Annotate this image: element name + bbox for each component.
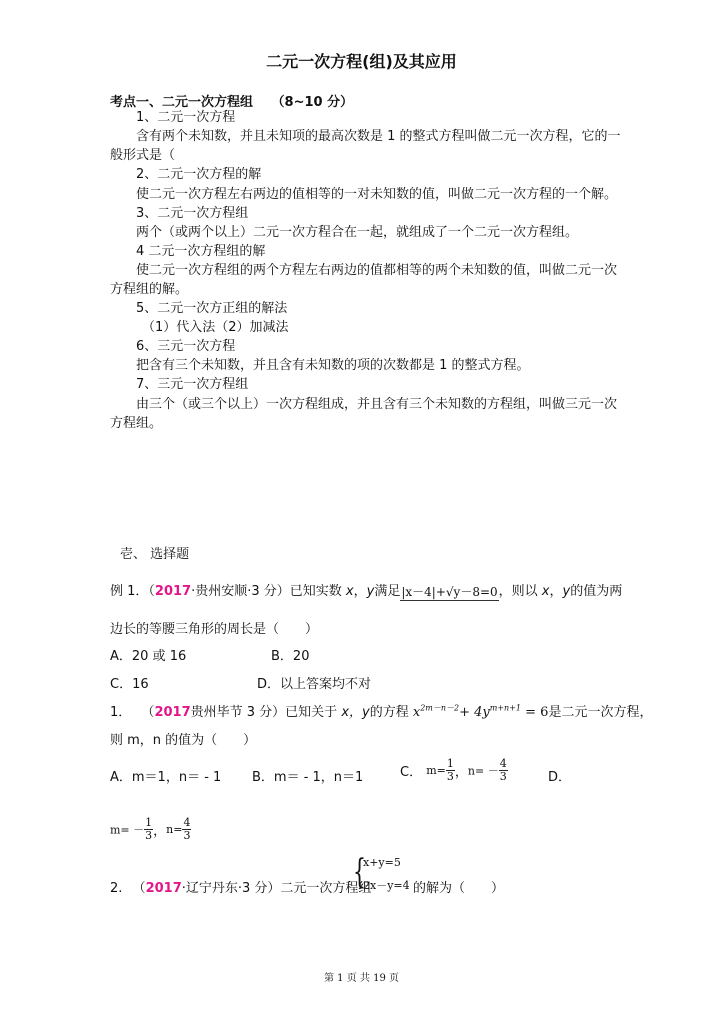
section1-heading-text: 考点一、二元一次方程组	[110, 95, 254, 110]
q1-option-c-m-num: 1	[446, 757, 454, 770]
q1-option-d-m-num: 1	[145, 816, 153, 829]
section2-heading: 壱、 选择题	[120, 547, 190, 562]
example1-comma: ，	[353, 584, 367, 599]
q2-number: 2.	[110, 881, 123, 896]
example1-source: ·贵州安顺·3 分）已知实数	[191, 584, 342, 599]
s1-line-1: 1、二元一次方程	[136, 110, 236, 125]
q1-year: 2017	[154, 705, 191, 720]
q1-option-b: B．m＝ - 1，n＝1	[252, 770, 364, 785]
q1-option-c	[400, 758, 508, 783]
q1-formula-exp1: 2m－n－2	[420, 703, 460, 713]
s1-line-17: 方程组。	[110, 416, 163, 431]
example1-suffix-pre: ，则以	[498, 584, 538, 599]
q1-option-c-m: m=	[426, 764, 446, 777]
s1-line-13: 6、三元一次方程	[136, 339, 236, 354]
q1-option-c-label: C．	[400, 765, 423, 780]
q2-source: ·辽宁丹东·3 分）二元一次方程组	[181, 881, 372, 896]
q1-formula	[413, 705, 549, 720]
q1-option-a: A．m＝1，n＝ - 1	[110, 770, 222, 785]
q1-option-c-n-frac	[499, 758, 508, 783]
example1-var-y-2: y	[562, 584, 571, 599]
q2-paren: （	[132, 881, 146, 896]
q1-vars: x，y	[341, 705, 370, 720]
q2-suffix: 的解为（ ）	[413, 881, 505, 896]
example1-line2: 边长的等腰三角形的周长是（ ）	[110, 622, 319, 637]
q1-option-c-n-den: 3	[499, 770, 507, 783]
s1-line-15: 7、三元一次方程组	[136, 377, 249, 392]
q1-source: 贵州毕节 3 分）已知关于	[190, 705, 338, 720]
q1-formula-base: x	[412, 705, 421, 720]
example1-satisfy: 满足	[374, 584, 401, 599]
s1-line-2: 含有两个未知数，并且未知项的最高次数是 1 的整式方程叫做二元一次方程，它的一	[136, 129, 621, 144]
example1-option-a: A．20 或 16	[110, 649, 187, 664]
q1-option-d-m-den: 3	[145, 829, 153, 842]
example1-var-x: x	[345, 584, 354, 599]
s1-line-6: 3、二元一次方程组	[136, 206, 249, 221]
q1-formula-end: = 6	[525, 705, 549, 720]
q1-line2: 则 m，n 的值为（ ）	[110, 733, 257, 748]
q2-equation-system	[353, 852, 413, 893]
s1-line-16: 由三个（或三个以上）一次方程组成，并且含有三个未知数的方程组，叫做三元一次	[136, 397, 618, 412]
s1-line-3: 般形式是（	[110, 148, 176, 163]
s1-line-11: 5、二元一次方正组的解法	[136, 301, 288, 316]
q1-option-d-label: D．	[548, 770, 572, 785]
example1-formula: |x－4|+√y－8=0	[401, 584, 498, 599]
q2-year: 2017	[145, 881, 182, 896]
q2-brace: {	[353, 852, 366, 892]
q1-option-c-m-den: 3	[446, 770, 454, 783]
q1-text3: 是二元一次方程，	[548, 705, 653, 720]
s1-line-10: 方程组的解。	[110, 282, 189, 297]
q1-option-d-m-frac	[144, 817, 153, 842]
s1-line-8: 4 二元一次方程组的解	[136, 244, 266, 259]
page-title: 二元一次方程(组)及其应用	[266, 52, 457, 71]
s1-line-5: 使二元一次方程左右两边的值相等的一对未知数的值，叫做二元一次方程的一个解。	[136, 187, 618, 202]
q2-line1	[110, 877, 371, 896]
example1-option-d: D．以上答案均不对	[257, 677, 372, 692]
q1-formula-exp2: m+n+1	[489, 703, 521, 713]
q1-paren: （	[141, 705, 155, 720]
q1-option-c-m-frac	[446, 758, 455, 783]
example1-option-c: C．16	[110, 677, 149, 692]
q1-option-c-sep: ，	[454, 765, 468, 780]
q1-option-d-n-num: 4	[183, 816, 191, 829]
q1-option-d-n-frac	[182, 817, 191, 842]
s1-line-9: 使二元一次方程组的两个方程左右两边的值都相等的两个未知数的值，叫做二元一次	[136, 263, 618, 278]
q1-formula-mid: + 4y	[459, 705, 490, 720]
q2-equation-1: x+y=5	[363, 856, 401, 869]
example1-var-x-2: x	[541, 584, 550, 599]
example1-year: 2017	[154, 584, 192, 599]
q1-option-c-n: n= －	[467, 764, 499, 778]
q1-line1	[110, 701, 652, 720]
example1-option-b: B．20	[271, 649, 310, 664]
q1-text2: 的方程	[369, 705, 409, 720]
example1-suffix-mid: 的值为两	[570, 584, 623, 599]
example1-line1	[110, 580, 622, 601]
q2-equation-2: 2x－y=4	[363, 879, 410, 892]
s1-line-4: 2、二元一次方程的解	[136, 167, 262, 182]
page-footer: 第 1 页 共 19 页	[324, 973, 399, 984]
example1-prefix: 例 1．（	[110, 584, 155, 599]
q1-option-c-n-num: 4	[499, 757, 507, 770]
section1-heading-score: （8~10 分）	[271, 95, 354, 110]
example1-var-y: y	[366, 584, 375, 599]
q1-option-d-n-den: 3	[183, 829, 191, 842]
q1-option-d-sep: ，	[153, 824, 167, 839]
s1-line-7: 两个（或两个以上）二元一次方程合在一起，就组成了一个二元一次方程组。	[136, 225, 579, 240]
example1-comma-2: ，	[549, 584, 563, 599]
s1-line-14: 把含有三个未知数，并且含有未知数的项的次数都是 1 的整式方程。	[136, 358, 530, 373]
q1-option-d-n: n=	[166, 823, 183, 836]
q1-option-d-m: m= －	[110, 823, 145, 837]
q1-option-d	[110, 817, 191, 842]
q1-number: 1．	[110, 705, 132, 720]
s1-line-12: （1）代入法（2）加减法	[142, 320, 289, 335]
